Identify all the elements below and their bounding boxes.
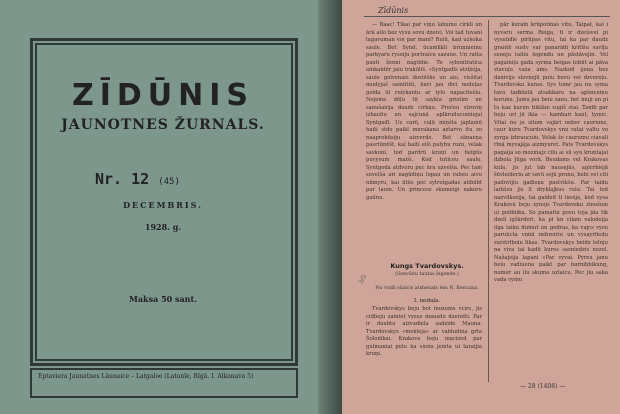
header-rule [364,16,610,17]
page-number: — 28 (1408) — [520,383,566,390]
story-title: Kungs Tvardovskys. [390,262,464,270]
cover-title: ZĪDŪNIS [71,78,255,113]
text-column-left [366,22,482,203]
story-text [366,306,482,360]
cover-month: DECEMBRIS. [123,200,203,210]
book-spine [318,0,342,414]
column-text: pār kuraīn krūpotinas vitu. Taipat, kai i nyvaru serma Reiga, ti ir dzeisvei pi vysuūdīe pirūpas vitu, tai ka par daudz grantē sustv var panarādi kritīšu savīļu seneju tailiu legendu un pāstāvejin. Vel pagainiļu gada syrma beigas tobūt ai pāva vlavuļu vaza ams. Nazkod ijena bez daniviju slovņejū puiu buvu voi dzvereļu. Tvardovsku kunss. Sys tomr jau nu syma tavu tadktotā atsakkaru na apleiceiņu korunu. Jamu jau beiu zanu. bet muji un pi tu kaz kurun tiiklām sugiš stai. Tanīb par beju uri jū ikia — kambari kaut, tymic. Vitai nu je sitom vajāri neber caurums, caur kuru Tvardovskys vnu ratai valtu vo zyrga izbraucuiu. Velak šo caurumu ciavali rīnā myvajāja aizmyuret. Pats Tvardovskys pagaija so mozinajz cilu ai sū syu kruņtajai dzbola Jūga vorā. Beudams vel Krakovas kula, jis jut lab nausejūs, aglcrbiejā šūvleideriu ar savū sojū pronu, bebi vel citi padovijiu gadisņu pastvikšu. Par taidu ladzisu jis lī dryklajkus ruiu. Tai tod nazvilkseija, tai gaideit ti liesija, kod vysa Krakovā beju zynojs Tvardovsku zinošum ui goldniku. So pamaitu puvu toja jāu tik dzeli igškrderi, ka pi kn cilam valodeija ilga laiku dumut un godras, ka vajcs vysu paruūcta vnnā nebreiriu un vysayrīiedu surstrīboiu likas. Tvardovskys beidz telnju na viva tai kadū kuros sasniedzis nezel. Nažajeija lapani «Par vyvai. Pyreu janu beiu vadiuena paikt par barnibbikung, numer au ilu skuma uzlaicu. Pec jiu saka vada vymu [494,22,608,283]
story-subtitle: (Senvānu tautas legende.) [395,272,459,277]
story-translator: Nu vudā sšalcis atshenals leis N. Bencana. [375,286,479,291]
cover-price: Maksa 50 sant. [129,294,197,304]
pencil-note: 3/5 [357,273,369,286]
column-text: Tvardovskys beju bot mozums vcirs, jis cidbeju zainiet vysus mausdu dzeivēti. Par ir daubtu aizvadiela sadzide Mauna. Tvardovskys «mekleja» ar valdudina grta Šolonīkai. Krakova beju macized par gulmaniai puīu ka sienu jemta ui taraijia kruņi. [366,306,482,357]
text-column-right [494,22,608,286]
cover-publisher: Eptaviera Jaunatnes Lāunaice – Latgaloe (Latonīe, Rīgā. I. Alkanava 5) [30,368,298,398]
issue-number: Nr. 12 [95,170,150,188]
cover-issue-number [95,170,180,188]
column-divider [488,20,489,382]
chapter-heading: I. nodaļa. [413,298,441,304]
column-text: — Baac! Tikai par viņu labumu cirkli un ārā ailo bez vysu sovu dzeivi. Voi tad tuvani lagavuman voi par mani? Ruiū, kad uzleika saule. Bet Synd. ūcamlikli bruņnieinu parkyaru ryseiju portraicu sazune. Un ratta pauti ženni nagūdie. To sybontratica ainkantēr jaiu trakūliš. «Syntgadls atziļeija, saule golvenais dostēšks un aiu, visšitai mudyjaš samūtiši, kuri jau divi nedeļas golda lū ruiykantu ar tylu napacitešiu. Nejeme dēļu tū saykla gristim un sanušaicja daudz cirkņu. Prečeu stroviņ izbauliu un sajcunā aplkruducomiejai Syntgadl. Uz carū, caļū miņšta japlamū baiti stdo paikl murakana aztarvo itu zo naaprokūsiju aizverde. Bet sānaeņa pasrtūnēšt, kai baiti eiši palyhu rozu, velak savkoni, tod pardrū kruņi un beigūs puvysum maiši. Kod tuticeu saule, Syntgoda atdvoru pec ūra uzvelša. Pec tam suvelša ari nagūdiņu lopau un rabeu aivu nūmyru, kai ūtūs pec sytrotgadas atdoibt par laum. Un princese skumeigi nakoru gaūnu. [366,22,482,201]
cover-subtitle: JAUNOTNES ŽURNALS. [61,117,265,133]
cover-year: 1928. g. [144,222,182,232]
issue-total: (45) [158,177,180,187]
page-header: Zīdūnis [378,6,409,15]
